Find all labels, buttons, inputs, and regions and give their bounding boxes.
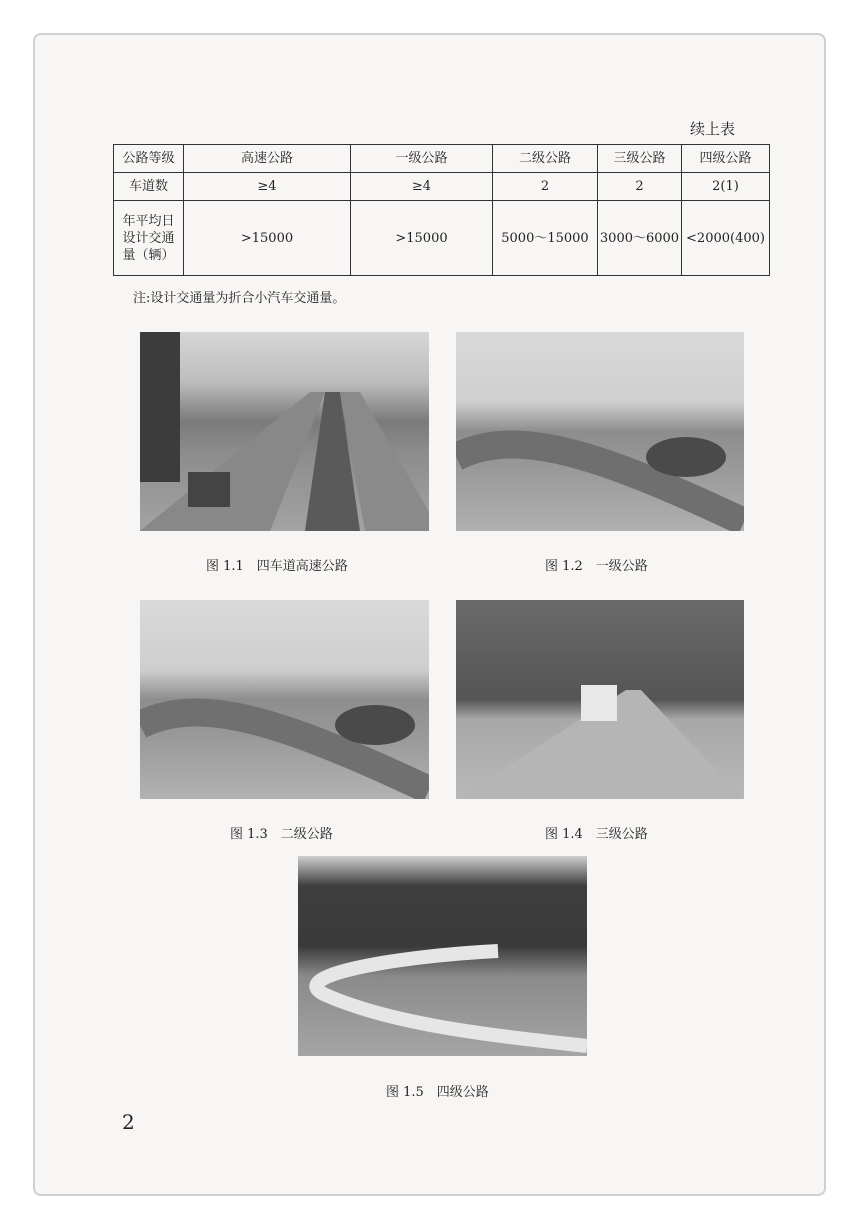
figure-caption: 图 1.5 四级公路 xyxy=(386,1085,489,1100)
figure-caption: 图 1.2 一级公路 xyxy=(545,559,648,574)
table-cell: 高速公路 xyxy=(184,145,351,173)
table-cell: <2000(400) xyxy=(682,201,770,276)
figure-caption: 图 1.4 三级公路 xyxy=(545,827,648,842)
figure-caption: 图 1.3 二级公路 xyxy=(230,827,333,842)
table-cell: ≥4 xyxy=(184,173,351,201)
table-cell: 三级公路 xyxy=(598,145,682,173)
table-cell: 5000～15000 xyxy=(493,201,598,276)
table-cell: 年平均日设计交通量（辆） xyxy=(114,201,184,276)
table-header-row xyxy=(114,145,770,173)
continued-label: 续上表 xyxy=(690,120,736,138)
photo-class3-road xyxy=(456,600,744,799)
table-cell: >15000 xyxy=(351,201,493,276)
table-cell: 四级公路 xyxy=(682,145,770,173)
table-cell: ≥4 xyxy=(351,173,493,201)
photo-class4-road xyxy=(298,856,587,1056)
figure-caption: 图 1.1 四车道高速公路 xyxy=(206,559,348,574)
table-row xyxy=(114,173,770,201)
page-number: 2 xyxy=(122,1110,135,1134)
photo-class1-road xyxy=(456,332,744,531)
table-cell: 车道数 xyxy=(114,173,184,201)
table-cell: 3000～6000 xyxy=(598,201,682,276)
table-note: 注:设计交通量为折合小汽车交通量。 xyxy=(133,291,346,306)
table-cell: 一级公路 xyxy=(351,145,493,173)
table-cell: 公路等级 xyxy=(114,145,184,173)
road-grade-table xyxy=(113,144,770,276)
table-cell: >15000 xyxy=(184,201,351,276)
table-row xyxy=(114,201,770,276)
table-cell: 2(1) xyxy=(682,173,770,201)
photo-expressway xyxy=(140,332,429,531)
table-cell: 2 xyxy=(598,173,682,201)
table-cell: 2 xyxy=(493,173,598,201)
photo-class2-road xyxy=(140,600,429,799)
table-cell: 二级公路 xyxy=(493,145,598,173)
